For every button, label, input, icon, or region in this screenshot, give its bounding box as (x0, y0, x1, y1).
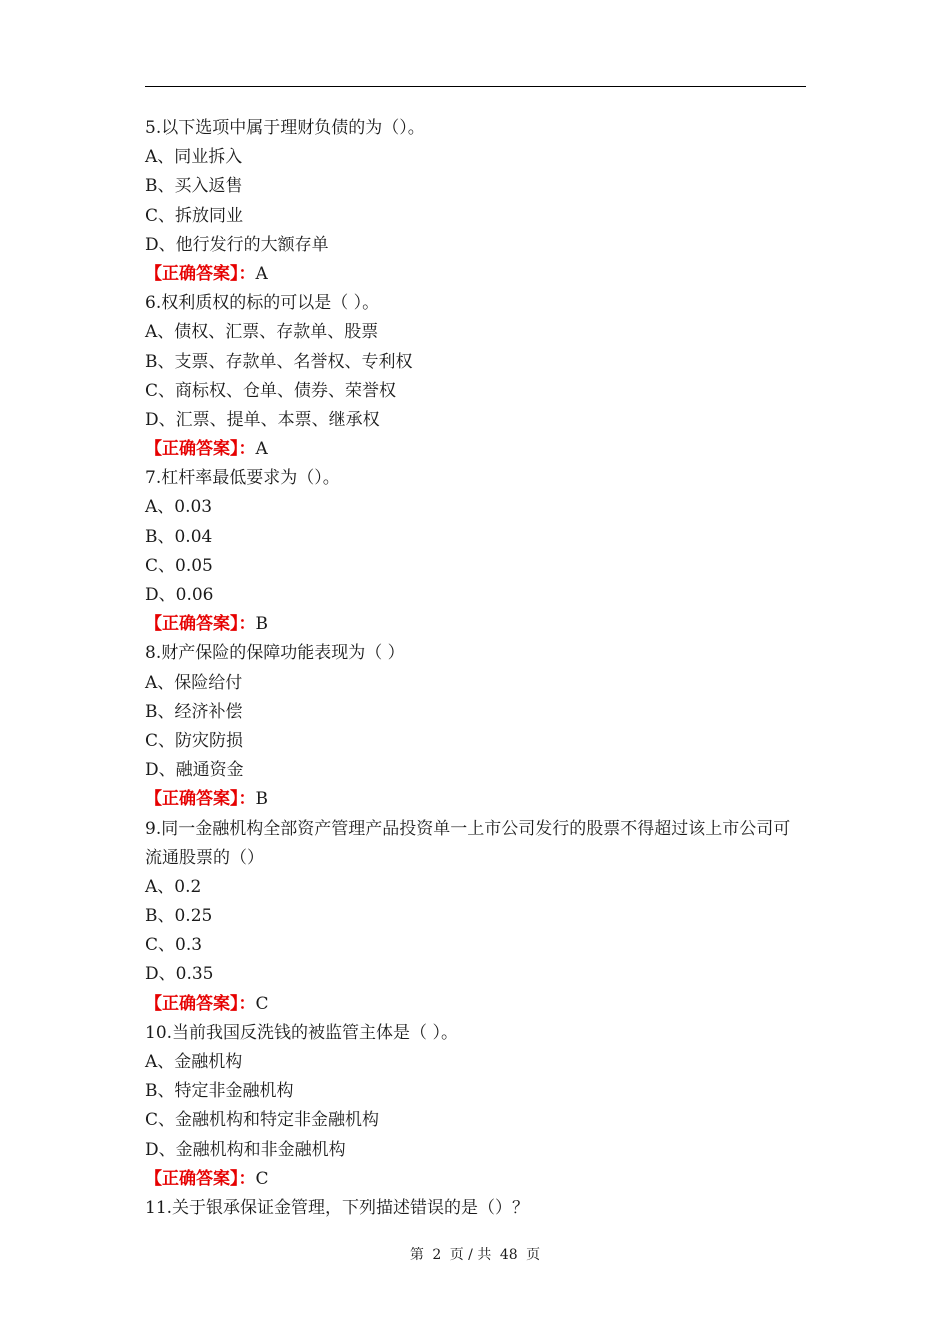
option-d: D、金融机构和非金融机构 (145, 1139, 346, 1160)
option-b: B、买入返售 (145, 176, 243, 197)
option-d: D、汇票、提单、本票、继承权 (145, 409, 380, 430)
option-d: D、融通资金 (145, 760, 244, 781)
option-c: C、金融机构和特定非金融机构 (145, 1110, 380, 1131)
footer-page-number: 2 (432, 1247, 442, 1263)
footer-suffix: 页 (526, 1247, 541, 1263)
answer-line (145, 1165, 805, 1194)
question-stem: 10.当前我国反洗钱的被监管主体是（ ）。 (145, 1022, 458, 1043)
option-c: C、0.3 (145, 935, 203, 956)
option-a: A、债权、汇票、存款单、股票 (145, 322, 379, 343)
question-block-11 (145, 1194, 805, 1223)
question-stem: 11.关于银承保证金管理，下列描述错误的是（）？ (145, 1197, 530, 1218)
answer-line (145, 435, 805, 464)
option-c: C、拆放同业 (145, 205, 244, 226)
option-a: A、0.03 (145, 497, 213, 518)
option-b: B、支票、存款单、名誉权、专利权 (145, 351, 413, 372)
answer-value: A (255, 439, 268, 460)
answer-line (145, 260, 805, 289)
question-stem: 8.财产保险的保障功能表现为（ ） (145, 643, 405, 664)
answer-label: 【正确答案】： (145, 993, 256, 1014)
option-c: C、商标权、仓单、债券、荣誉权 (145, 380, 397, 401)
question-stem: 7.杠杆率最低要求为（）。 (145, 468, 340, 489)
answer-value: A (255, 263, 268, 284)
answer-line (145, 610, 805, 639)
question-stem: 9.同一金融机构全部资产管理产品投资单一上市公司发行的股票不得超过该上市公司可流通股票的（） (145, 818, 791, 868)
answer-value: C (255, 1168, 269, 1189)
option-d: D、0.06 (145, 585, 214, 605)
answer-line (145, 785, 805, 814)
option-c: C、防灾防损 (145, 730, 244, 751)
answer-value: C (255, 993, 269, 1014)
question-block-10 (145, 1019, 805, 1194)
option-b: B、特定非金融机构 (145, 1081, 294, 1102)
option-c: C、0.05 (145, 555, 213, 576)
footer-total-pages: 48 (499, 1247, 518, 1263)
question-stem: 6.权利质权的标的可以是（ ）。 (145, 293, 380, 314)
answer-value: B (255, 789, 268, 810)
question-block-7 (145, 464, 805, 639)
question-block-5 (145, 114, 805, 289)
question-block-9 (145, 815, 805, 1019)
option-b: B、0.25 (145, 906, 213, 927)
header-rule (145, 86, 806, 87)
option-b: B、经济补偿 (145, 701, 243, 722)
page-footer (0, 1244, 950, 1264)
question-block-8 (145, 639, 805, 814)
footer-mid: 页 / 共 (449, 1247, 492, 1263)
answer-label: 【正确答案】： (145, 263, 256, 284)
answer-label: 【正确答案】： (145, 1168, 256, 1189)
question-stem: 5.以下选项中属于理财负债的为（）。 (145, 118, 425, 138)
document-body (145, 114, 805, 1223)
answer-label: 【正确答案】： (145, 439, 256, 460)
option-a: A、0.2 (145, 876, 202, 897)
footer-prefix: 第 (409, 1247, 424, 1263)
answer-line (145, 990, 805, 1019)
answer-label: 【正确答案】： (145, 789, 256, 810)
option-a: A、同业拆入 (145, 147, 243, 168)
option-b: B、0.04 (145, 526, 213, 547)
answer-value: B (255, 614, 268, 635)
option-a: A、金融机构 (145, 1052, 243, 1073)
option-d: D、他行发行的大额存单 (145, 234, 329, 255)
answer-label: 【正确答案】： (145, 614, 256, 635)
option-a: A、保险给付 (145, 672, 243, 693)
question-block-6 (145, 289, 805, 464)
option-d: D、0.35 (145, 964, 214, 985)
